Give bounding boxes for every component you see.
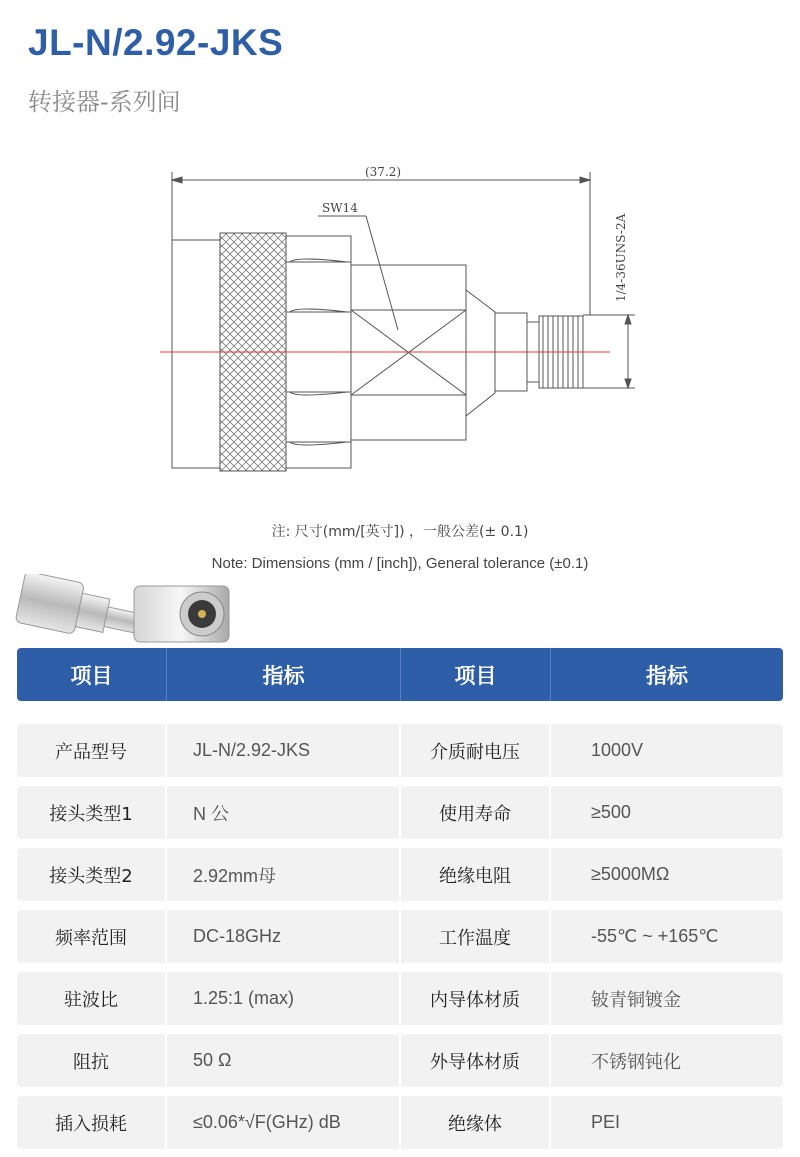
spec-value: PEI	[591, 1112, 621, 1132]
spec-value: JL-N/2.92-JKS	[167, 724, 401, 777]
page-title: JL-N/2.92-JKS	[28, 22, 284, 63]
spec-key: 阻抗	[17, 1034, 167, 1087]
spec-value: 1000V	[591, 740, 644, 760]
spec-key: 内导体材质	[401, 972, 551, 1025]
spec-key: 插入损耗	[17, 1096, 167, 1149]
table-row	[17, 972, 783, 1025]
header-item: 项目	[17, 648, 167, 701]
thread-spec: 1/4-36UNS-2A	[614, 213, 628, 302]
note-chinese: 注: 尺寸(mm/[英寸]) ，一般公差(± 0.1)	[271, 524, 529, 540]
table-row	[17, 786, 783, 839]
spec-value: 50 Ω	[167, 1034, 401, 1087]
table-row	[17, 1034, 783, 1087]
table-row	[17, 910, 783, 963]
spec-table	[17, 648, 783, 1149]
spec-key: 频率范围	[17, 910, 167, 963]
wrench-size: SW14	[322, 201, 358, 215]
header-item: 项目	[401, 648, 551, 701]
table-row	[17, 1096, 783, 1149]
spec-value: ≥500	[591, 802, 631, 822]
spec-value: 铍青铜镀金	[591, 989, 681, 1010]
spec-key: 绝缘体	[401, 1096, 551, 1149]
spec-key: 产品型号	[17, 724, 167, 777]
spec-value: ≥5000MΩ	[591, 864, 670, 884]
dimension-length: (37.2)	[364, 165, 402, 179]
spec-value: 不锈钢钝化	[591, 1051, 681, 1072]
spec-value: DC-18GHz	[167, 910, 401, 963]
spec-key: 接头类型1	[17, 786, 167, 839]
note-english: Note: Dimensions (mm / [inch]), General tolerance (±0.1)	[211, 555, 589, 572]
spec-value: ≤0.06*√F(GHz) dB	[167, 1096, 401, 1149]
page-subtitle: 转接器-系列间	[28, 88, 181, 116]
spec-key: 绝缘电阻	[401, 848, 551, 901]
spec-value: 2.92mm母	[167, 848, 401, 901]
spec-value: N 公	[167, 786, 401, 839]
spec-value: 1.25:1 (max)	[167, 972, 401, 1025]
table-row	[17, 848, 783, 901]
spec-key: 工作温度	[401, 910, 551, 963]
spec-value: -55℃ ~ +165℃	[591, 926, 719, 946]
product-photo	[14, 574, 239, 652]
header-value: 指标	[167, 648, 401, 701]
spec-key: 介质耐电压	[401, 724, 551, 777]
technical-drawing	[150, 150, 650, 490]
table-row	[17, 724, 783, 777]
table-header	[17, 648, 783, 701]
spec-key: 接头类型2	[17, 848, 167, 901]
spec-key: 驻波比	[17, 972, 167, 1025]
header-value: 指标	[646, 663, 688, 688]
spec-key: 使用寿命	[401, 786, 551, 839]
spec-key: 外导体材质	[401, 1034, 551, 1087]
